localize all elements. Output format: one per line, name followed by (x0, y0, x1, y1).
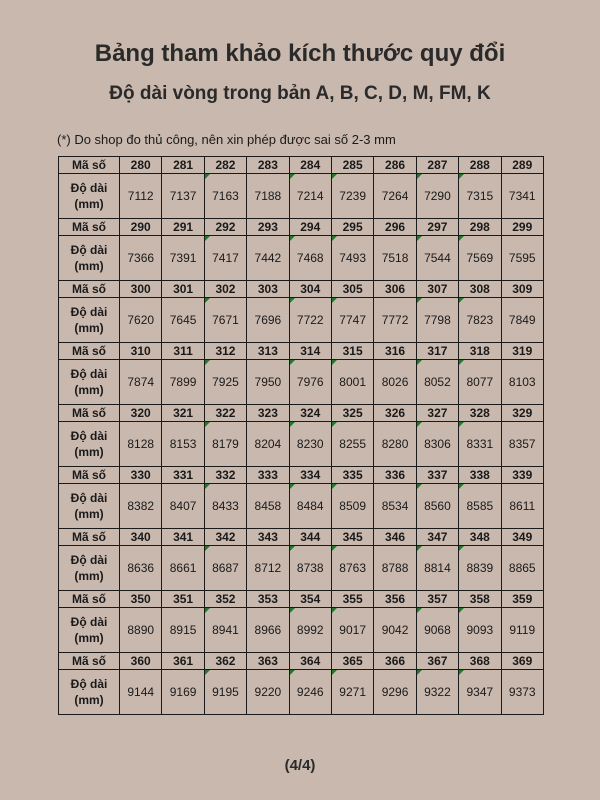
length-cell: 9042 (374, 608, 416, 653)
code-cell: 346 (374, 529, 416, 546)
code-cell: 299 (501, 219, 543, 236)
code-cell: 342 (204, 529, 246, 546)
length-cell: 9271 (331, 670, 373, 715)
length-label-cell (59, 608, 120, 653)
code-cell: 314 (289, 343, 331, 360)
length-cell: 8280 (374, 422, 416, 467)
code-cell: 306 (374, 281, 416, 298)
length-cell: 7620 (120, 298, 162, 343)
page-number: (4/4) (284, 757, 316, 774)
code-cell: 307 (416, 281, 458, 298)
length-label-cell (59, 174, 120, 219)
length-cell: 8560 (416, 484, 458, 529)
code-cell: 367 (416, 653, 458, 670)
length-cell: 8865 (501, 546, 543, 591)
length-label-cell (59, 236, 120, 281)
code-cell: 317 (416, 343, 458, 360)
code-cell: 294 (289, 219, 331, 236)
length-label-line1: Độ dài (70, 491, 108, 505)
code-cell: 350 (120, 591, 162, 608)
length-row (59, 174, 544, 219)
length-cell: 7671 (204, 298, 246, 343)
code-cell: 337 (416, 467, 458, 484)
length-cell: 8738 (289, 546, 331, 591)
code-row (59, 653, 544, 670)
length-cell: 7645 (162, 298, 204, 343)
length-label-line2: (mm) (74, 321, 104, 335)
length-cell: 8255 (331, 422, 373, 467)
code-row (59, 157, 544, 174)
length-cell: 7518 (374, 236, 416, 281)
length-cell: 8788 (374, 546, 416, 591)
code-cell: 298 (459, 219, 501, 236)
length-cell: 9246 (289, 670, 331, 715)
code-cell: 341 (162, 529, 204, 546)
length-label-cell (59, 484, 120, 529)
code-cell: 363 (247, 653, 289, 670)
code-cell: 289 (501, 157, 543, 174)
length-label-line1: Độ dài (70, 181, 108, 195)
code-cell: 358 (459, 591, 501, 608)
length-cell: 7290 (416, 174, 458, 219)
length-row (59, 670, 544, 715)
length-cell: 8992 (289, 608, 331, 653)
code-cell: 313 (247, 343, 289, 360)
length-cell: 8509 (331, 484, 373, 529)
code-cell: 369 (501, 653, 543, 670)
length-cell: 9144 (120, 670, 162, 715)
code-cell: 291 (162, 219, 204, 236)
length-cell: 9017 (331, 608, 373, 653)
code-cell: 329 (501, 405, 543, 422)
code-cell: 345 (331, 529, 373, 546)
code-label-cell: Mã số (59, 281, 120, 298)
length-cell: 7417 (204, 236, 246, 281)
code-cell: 332 (204, 467, 246, 484)
code-cell: 309 (501, 281, 543, 298)
code-cell: 344 (289, 529, 331, 546)
length-cell: 8890 (120, 608, 162, 653)
length-cell: 7595 (501, 236, 543, 281)
length-label-line2: (mm) (74, 445, 104, 459)
code-cell: 357 (416, 591, 458, 608)
length-cell: 8687 (204, 546, 246, 591)
code-cell: 296 (374, 219, 416, 236)
length-label-cell (59, 360, 120, 405)
code-cell: 300 (120, 281, 162, 298)
length-label-cell (59, 422, 120, 467)
length-cell: 7899 (162, 360, 204, 405)
length-row (59, 422, 544, 467)
code-cell: 290 (120, 219, 162, 236)
length-cell: 9347 (459, 670, 501, 715)
length-cell: 7239 (331, 174, 373, 219)
code-cell: 354 (289, 591, 331, 608)
length-cell: 8128 (120, 422, 162, 467)
code-row (59, 219, 544, 236)
code-cell: 327 (416, 405, 458, 422)
length-cell: 8001 (331, 360, 373, 405)
length-label-line2: (mm) (74, 259, 104, 273)
length-label-line2: (mm) (74, 631, 104, 645)
code-cell: 303 (247, 281, 289, 298)
length-cell: 8661 (162, 546, 204, 591)
length-cell: 8966 (247, 608, 289, 653)
length-cell: 8839 (459, 546, 501, 591)
page-title: Bảng tham khảo kích thước quy đổi (94, 40, 506, 67)
length-label-cell (59, 670, 120, 715)
code-cell: 334 (289, 467, 331, 484)
code-cell: 316 (374, 343, 416, 360)
code-cell: 284 (289, 157, 331, 174)
length-label-cell (59, 546, 120, 591)
code-cell: 361 (162, 653, 204, 670)
length-cell: 9169 (162, 670, 204, 715)
length-cell: 7747 (331, 298, 373, 343)
code-cell: 359 (501, 591, 543, 608)
length-cell: 8915 (162, 608, 204, 653)
code-label-cell: Mã số (59, 467, 120, 484)
length-cell: 8306 (416, 422, 458, 467)
code-label-cell: Mã số (59, 219, 120, 236)
code-cell: 351 (162, 591, 204, 608)
code-cell: 305 (331, 281, 373, 298)
code-cell: 288 (459, 157, 501, 174)
measurement-note: (*) Do shop đo thủ công, nên xin phép được sai số 2-3 mm (57, 132, 396, 147)
code-row (59, 529, 544, 546)
length-label-line1: Độ dài (70, 243, 108, 257)
code-cell: 304 (289, 281, 331, 298)
code-row (59, 281, 544, 298)
code-row (59, 591, 544, 608)
code-label-cell: Mã số (59, 157, 120, 174)
code-cell: 282 (204, 157, 246, 174)
length-cell: 7442 (247, 236, 289, 281)
code-cell: 331 (162, 467, 204, 484)
length-cell: 8103 (501, 360, 543, 405)
code-cell: 302 (204, 281, 246, 298)
code-cell: 352 (204, 591, 246, 608)
length-cell: 8153 (162, 422, 204, 467)
length-cell: 8179 (204, 422, 246, 467)
length-cell: 7722 (289, 298, 331, 343)
code-cell: 335 (331, 467, 373, 484)
length-cell: 7366 (120, 236, 162, 281)
length-cell: 8382 (120, 484, 162, 529)
code-row (59, 467, 544, 484)
code-label-cell: Mã số (59, 591, 120, 608)
code-cell: 365 (331, 653, 373, 670)
code-cell: 323 (247, 405, 289, 422)
code-cell: 362 (204, 653, 246, 670)
code-cell: 348 (459, 529, 501, 546)
length-cell: 8484 (289, 484, 331, 529)
code-cell: 353 (247, 591, 289, 608)
code-cell: 349 (501, 529, 543, 546)
code-cell: 330 (120, 467, 162, 484)
length-label-line1: Độ dài (70, 677, 108, 691)
length-cell: 8433 (204, 484, 246, 529)
length-cell: 7137 (162, 174, 204, 219)
length-cell: 8204 (247, 422, 289, 467)
length-cell: 7772 (374, 298, 416, 343)
length-cell: 8357 (501, 422, 543, 467)
length-cell: 8534 (374, 484, 416, 529)
code-cell: 308 (459, 281, 501, 298)
length-cell: 8712 (247, 546, 289, 591)
code-label-cell: Mã số (59, 529, 120, 546)
length-cell: 8941 (204, 608, 246, 653)
code-cell: 315 (331, 343, 373, 360)
length-cell: 8814 (416, 546, 458, 591)
code-row (59, 343, 544, 360)
code-cell: 328 (459, 405, 501, 422)
length-cell: 8331 (459, 422, 501, 467)
code-cell: 325 (331, 405, 373, 422)
length-cell: 9296 (374, 670, 416, 715)
code-cell: 368 (459, 653, 501, 670)
code-cell: 355 (331, 591, 373, 608)
code-cell: 339 (501, 467, 543, 484)
length-label-line2: (mm) (74, 569, 104, 583)
length-cell: 7798 (416, 298, 458, 343)
code-cell: 322 (204, 405, 246, 422)
length-cell: 7315 (459, 174, 501, 219)
code-row (59, 405, 544, 422)
length-cell: 8230 (289, 422, 331, 467)
length-cell: 7823 (459, 298, 501, 343)
length-label-line1: Độ dài (70, 553, 108, 567)
code-cell: 285 (331, 157, 373, 174)
code-cell: 293 (247, 219, 289, 236)
code-cell: 364 (289, 653, 331, 670)
code-cell: 281 (162, 157, 204, 174)
length-cell: 8407 (162, 484, 204, 529)
length-cell: 7544 (416, 236, 458, 281)
length-cell: 8611 (501, 484, 543, 529)
length-row (59, 236, 544, 281)
length-cell: 8458 (247, 484, 289, 529)
length-cell: 9220 (247, 670, 289, 715)
code-cell: 283 (247, 157, 289, 174)
length-cell: 7341 (501, 174, 543, 219)
length-cell: 9068 (416, 608, 458, 653)
length-cell: 7188 (247, 174, 289, 219)
length-label-line2: (mm) (74, 197, 104, 211)
length-cell: 8636 (120, 546, 162, 591)
code-cell: 295 (331, 219, 373, 236)
length-cell: 7696 (247, 298, 289, 343)
length-cell: 8026 (374, 360, 416, 405)
code-cell: 310 (120, 343, 162, 360)
code-cell: 286 (374, 157, 416, 174)
code-cell: 311 (162, 343, 204, 360)
code-cell: 333 (247, 467, 289, 484)
length-cell: 7950 (247, 360, 289, 405)
length-label-line2: (mm) (74, 507, 104, 521)
length-cell: 8585 (459, 484, 501, 529)
length-cell: 8077 (459, 360, 501, 405)
code-cell: 292 (204, 219, 246, 236)
length-cell: 7874 (120, 360, 162, 405)
length-label-line1: Độ dài (70, 367, 108, 381)
code-cell: 318 (459, 343, 501, 360)
length-cell: 9195 (204, 670, 246, 715)
code-cell: 301 (162, 281, 204, 298)
code-cell: 321 (162, 405, 204, 422)
code-cell: 338 (459, 467, 501, 484)
length-label-line1: Độ dài (70, 305, 108, 319)
code-cell: 326 (374, 405, 416, 422)
length-cell: 9119 (501, 608, 543, 653)
length-row (59, 546, 544, 591)
code-cell: 343 (247, 529, 289, 546)
length-row (59, 608, 544, 653)
length-label-cell (59, 298, 120, 343)
size-conversion-table (58, 156, 544, 715)
code-cell: 347 (416, 529, 458, 546)
code-cell: 366 (374, 653, 416, 670)
length-cell: 7976 (289, 360, 331, 405)
code-cell: 320 (120, 405, 162, 422)
code-cell: 324 (289, 405, 331, 422)
length-row (59, 484, 544, 529)
length-cell: 7112 (120, 174, 162, 219)
code-cell: 312 (204, 343, 246, 360)
length-cell: 7468 (289, 236, 331, 281)
length-cell: 7493 (331, 236, 373, 281)
length-row (59, 298, 544, 343)
length-cell: 7569 (459, 236, 501, 281)
code-cell: 280 (120, 157, 162, 174)
code-cell: 360 (120, 653, 162, 670)
length-label-line1: Độ dài (70, 615, 108, 629)
length-cell: 9093 (459, 608, 501, 653)
code-cell: 340 (120, 529, 162, 546)
code-label-cell: Mã số (59, 653, 120, 670)
length-row (59, 360, 544, 405)
code-label-cell: Mã số (59, 405, 120, 422)
length-cell: 7264 (374, 174, 416, 219)
length-cell: 7925 (204, 360, 246, 405)
length-cell: 8052 (416, 360, 458, 405)
code-cell: 287 (416, 157, 458, 174)
code-cell: 356 (374, 591, 416, 608)
code-cell: 336 (374, 467, 416, 484)
length-cell: 9373 (501, 670, 543, 715)
length-cell: 7163 (204, 174, 246, 219)
length-cell: 7391 (162, 236, 204, 281)
length-cell: 9322 (416, 670, 458, 715)
length-cell: 8763 (331, 546, 373, 591)
page-subtitle: Độ dài vòng trong bản A, B, C, D, M, FM, K (109, 83, 491, 104)
code-cell: 319 (501, 343, 543, 360)
code-cell: 297 (416, 219, 458, 236)
length-label-line1: Độ dài (70, 429, 108, 443)
length-cell: 7849 (501, 298, 543, 343)
length-cell: 7214 (289, 174, 331, 219)
length-label-line2: (mm) (74, 693, 104, 707)
code-label-cell: Mã số (59, 343, 120, 360)
length-label-line2: (mm) (74, 383, 104, 397)
